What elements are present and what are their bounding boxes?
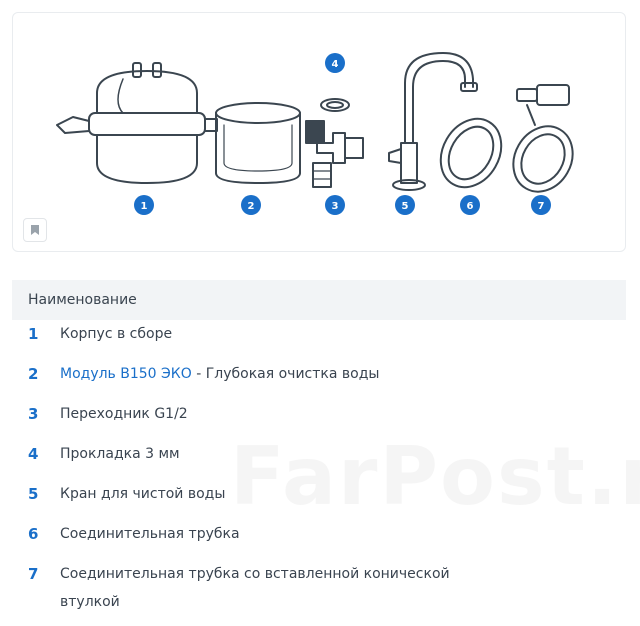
row-text: Кран для чистой воды xyxy=(60,486,226,502)
housing-drawing xyxy=(57,63,217,183)
row-text xyxy=(60,560,450,616)
badge-3-label: 3 xyxy=(331,201,339,212)
badge-7-label: 7 xyxy=(537,201,545,212)
badge-5-label: 5 xyxy=(401,201,409,212)
table-row xyxy=(12,520,626,548)
row-text: Переходник G1/2 xyxy=(60,406,188,422)
bookmark-button[interactable] xyxy=(23,218,47,242)
table-row xyxy=(12,360,626,388)
row-text: Прокладка 3 мм xyxy=(60,446,180,462)
table-row xyxy=(12,400,626,428)
tube-drawing xyxy=(429,108,513,198)
table-row xyxy=(12,560,626,616)
badge-4-label: 4 xyxy=(331,59,339,70)
badge-1-label: 1 xyxy=(140,201,148,212)
table-header xyxy=(12,280,626,320)
module-link[interactable]: Модуль В150 ЭКО xyxy=(60,366,192,382)
row-number: 1 xyxy=(28,325,39,343)
row-number: 7 xyxy=(28,565,39,583)
parts-illustration xyxy=(13,13,627,253)
row-number: 3 xyxy=(28,405,39,423)
parts-illustration-card xyxy=(12,12,626,252)
bookmark-icon xyxy=(30,224,40,236)
watermark xyxy=(230,430,640,523)
row-number: 2 xyxy=(28,365,39,383)
row-number: 5 xyxy=(28,485,39,503)
row-text-line-1: Соединительная трубка со вставленной конической xyxy=(60,566,450,582)
module-drawing xyxy=(216,103,300,183)
badge-6-label: 6 xyxy=(466,201,474,212)
tube-with-bushing-drawing xyxy=(502,85,584,202)
row-number: 6 xyxy=(28,525,39,543)
table-row xyxy=(12,320,626,348)
row-number: 4 xyxy=(28,445,39,463)
gasket-drawing xyxy=(321,99,349,111)
table-header-label: Наименование xyxy=(28,292,137,308)
row-text: Корпус в сборе xyxy=(60,326,173,342)
badge-2-label: 2 xyxy=(247,201,255,212)
row-text-line-2: втулкой xyxy=(60,594,120,610)
row-text: - Глубокая очистка воды xyxy=(191,366,380,382)
row-text: Соединительная трубка xyxy=(60,526,240,542)
adapter-drawing xyxy=(306,121,363,187)
